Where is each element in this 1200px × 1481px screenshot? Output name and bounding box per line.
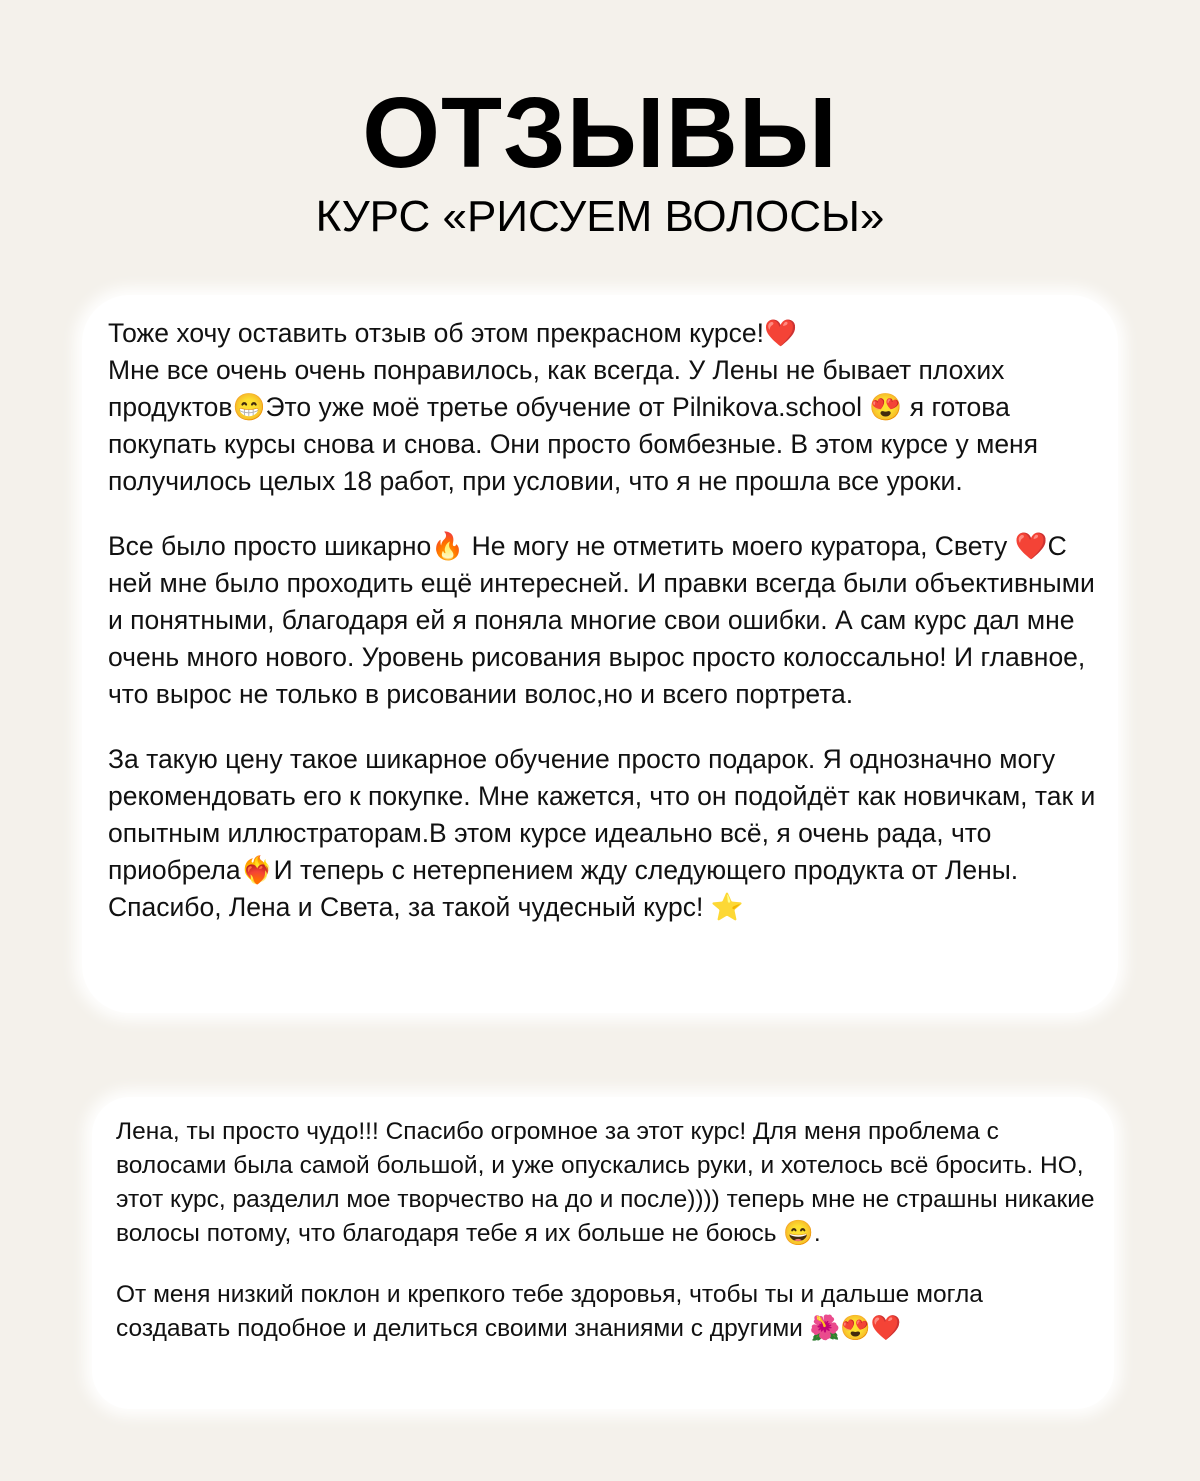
review-card-1 [82, 295, 1118, 1013]
review-card-2 [92, 1097, 1114, 1409]
review-paragraph: Лена, ты просто чудо!!! Спасибо огромное за этот курс! Для меня проблема с волосами была самой большой, и уже опускались руки, и хотелось всё бросить. НО, этот курс, разделил мое творчество на до и после)))) теперь мне не страшны никакие волосы потому, что благодаря тебе я их больше не боюсь 😄. [116, 1118, 1095, 1247]
review-paragraph: Тоже хочу оставить отзыв об этом прекрасном курсе!❤️ Мне все очень очень понравилось, как всегда. У Лены не бывает плохих продуктов😁Это уже моё третье обучение от Pilnikova.school 😍 я готова покупать курсы снова и снова. Они просто бомбезные. В этом курсе у меня получилось целых 18 работ, при условии, что я не прошла все уроки. [108, 318, 1039, 496]
review-text [116, 1115, 1101, 1346]
page-subtitle: КУРС «РИСУЕМ ВОЛОСЫ» [315, 192, 885, 241]
review-paragraph: От меня низкий поклон и крепкого тебе здоровья, чтобы ты и дальше могла создавать подобное и делиться своими знаниями с другими 🌺😍❤️ [116, 1281, 983, 1342]
review-paragraph: Все было просто шикарно🔥 Не могу не отметить моего куратора, Свету ❤️С ней мне было проходить ещё интересней. И правки всегда были объективными и понятными, благодаря ей я поняла многие свои ошибки. А сам курс дал мне очень много нового. Уровень рисования вырос просто колоссально! И главное, что вырос не только в рисовании волос,но и всего портрета. [108, 531, 1095, 709]
page-title: ОТЗЫВЫ [362, 77, 838, 189]
review-paragraph: За такую цену такое шикарное обучение просто подарок. Я однозначно могу рекомендовать его к покупке. Мне кажется, что он подойдёт как новичкам, так и опытным иллюстраторам.В этом курсе идеально всё, я очень рада, что приобрела❤️‍🔥И теперь с нетерпением жду следующего продукта от Лены. Спасибо, Лена и Света, за такой чудесный курс! ⭐ [108, 744, 1096, 922]
review-text [108, 315, 1098, 926]
